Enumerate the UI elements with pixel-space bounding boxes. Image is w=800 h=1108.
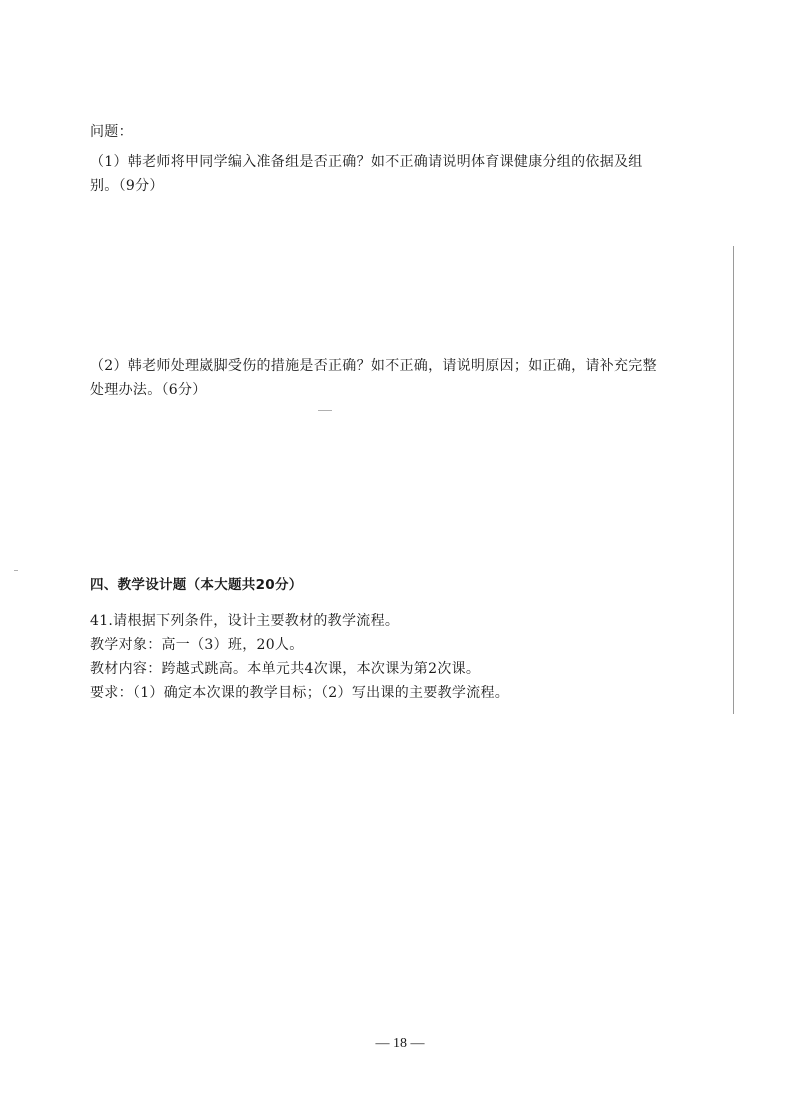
teaching-content: 教材内容：跨越式跳高。本单元共4次课，本次课为第2次课。 — [90, 661, 481, 677]
scan-speck — [14, 570, 18, 571]
scan-speck — [318, 410, 332, 411]
section-4-heading: 四、教学设计题（本大题共20分） — [90, 577, 303, 593]
question-1-line-1: （1）韩老师将甲同学编入准备组是否正确？如不正确请说明体育课健康分组的依据及组 — [90, 154, 643, 170]
questions-label: 问题： — [90, 124, 133, 140]
page-number: — 18 — — [375, 1036, 425, 1051]
teaching-requirements: 要求：（1）确定本次课的教学目标；（2）写出课的主要教学流程。 — [90, 685, 510, 701]
question-2-line-2: 处理办法。（6分） — [90, 382, 207, 398]
question-1-line-2: 别。（9分） — [90, 178, 164, 194]
margin-rule — [733, 246, 734, 714]
question-2-line-1: （2）韩老师处理崴脚受伤的措施是否正确？如不正确，请说明原因；如正确，请补充完整 — [90, 358, 657, 374]
teaching-target: 教学对象：高一（3）班，20人。 — [90, 637, 304, 653]
question-41: 41.请根据下列条件，设计主要教材的教学流程。 — [90, 613, 400, 629]
